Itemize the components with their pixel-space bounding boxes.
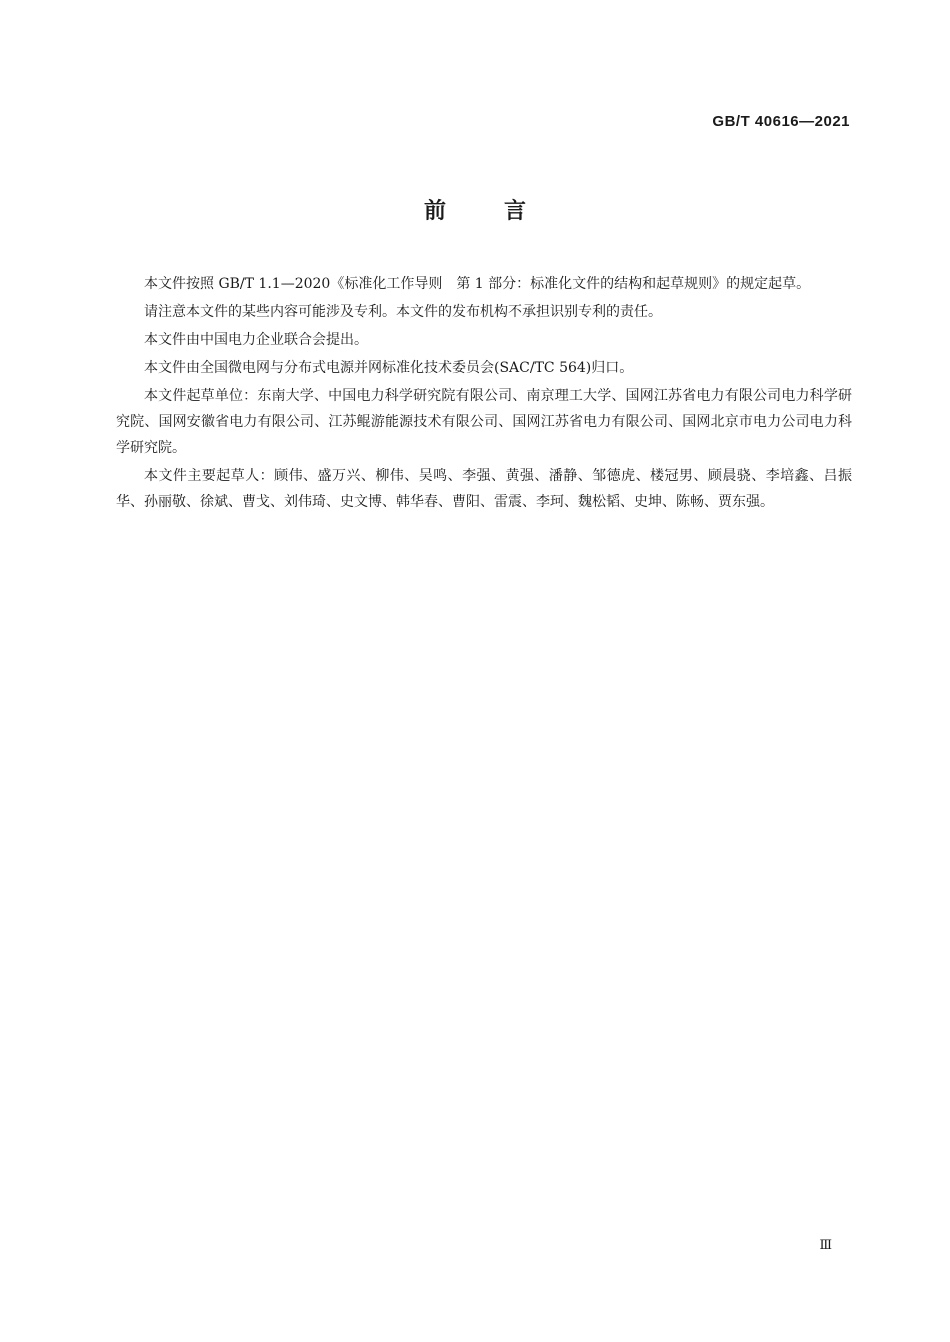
standard-number: GB/T 40616—2021 [712,113,850,130]
paragraph-patent-notice: 请注意本文件的某些内容可能涉及专利。本文件的发布机构不承担识别专利的责任。 [144,304,662,320]
paragraph-drafting-units: 本文件起草单位：东南大学、中国电力科学研究院有限公司、南京理工大学、国网江苏省电力有限公司电力科学研究院、国网安徽省电力有限公司、江苏鲲游能源技术有限公司、国网江苏省电力有限公司、国网北京市电力公司电力科学研究院。 [116,388,852,456]
paragraph-drafters: 本文件主要起草人：顾伟、盛万兴、柳伟、吴鸣、李强、黄强、潘静、邹德虎、楼冠男、顾晨骁、李培鑫、吕振华、孙丽敬、徐斌、曹戈、刘伟琦、史文博、韩华春、曹阳、雷震、李珂、魏松韬、史坤、陈畅、贾东强。 [116,468,852,510]
page-title: 前言 [423,199,584,224]
document-body [116,271,852,517]
paragraph-proposer: 本文件由中国电力企业联合会提出。 [144,332,368,348]
paragraph-drafting-rules: 本文件按照 GB/T 1.1—2020《标准化工作导则 第 1 部分：标准化文件的结构和起草规则》的规定起草。 [144,276,811,292]
page-number: Ⅲ [819,1238,832,1253]
paragraph-committee: 本文件由全国微电网与分布式电源并网标准化技术委员会(SAC/TC 564)归口。 [144,360,634,376]
